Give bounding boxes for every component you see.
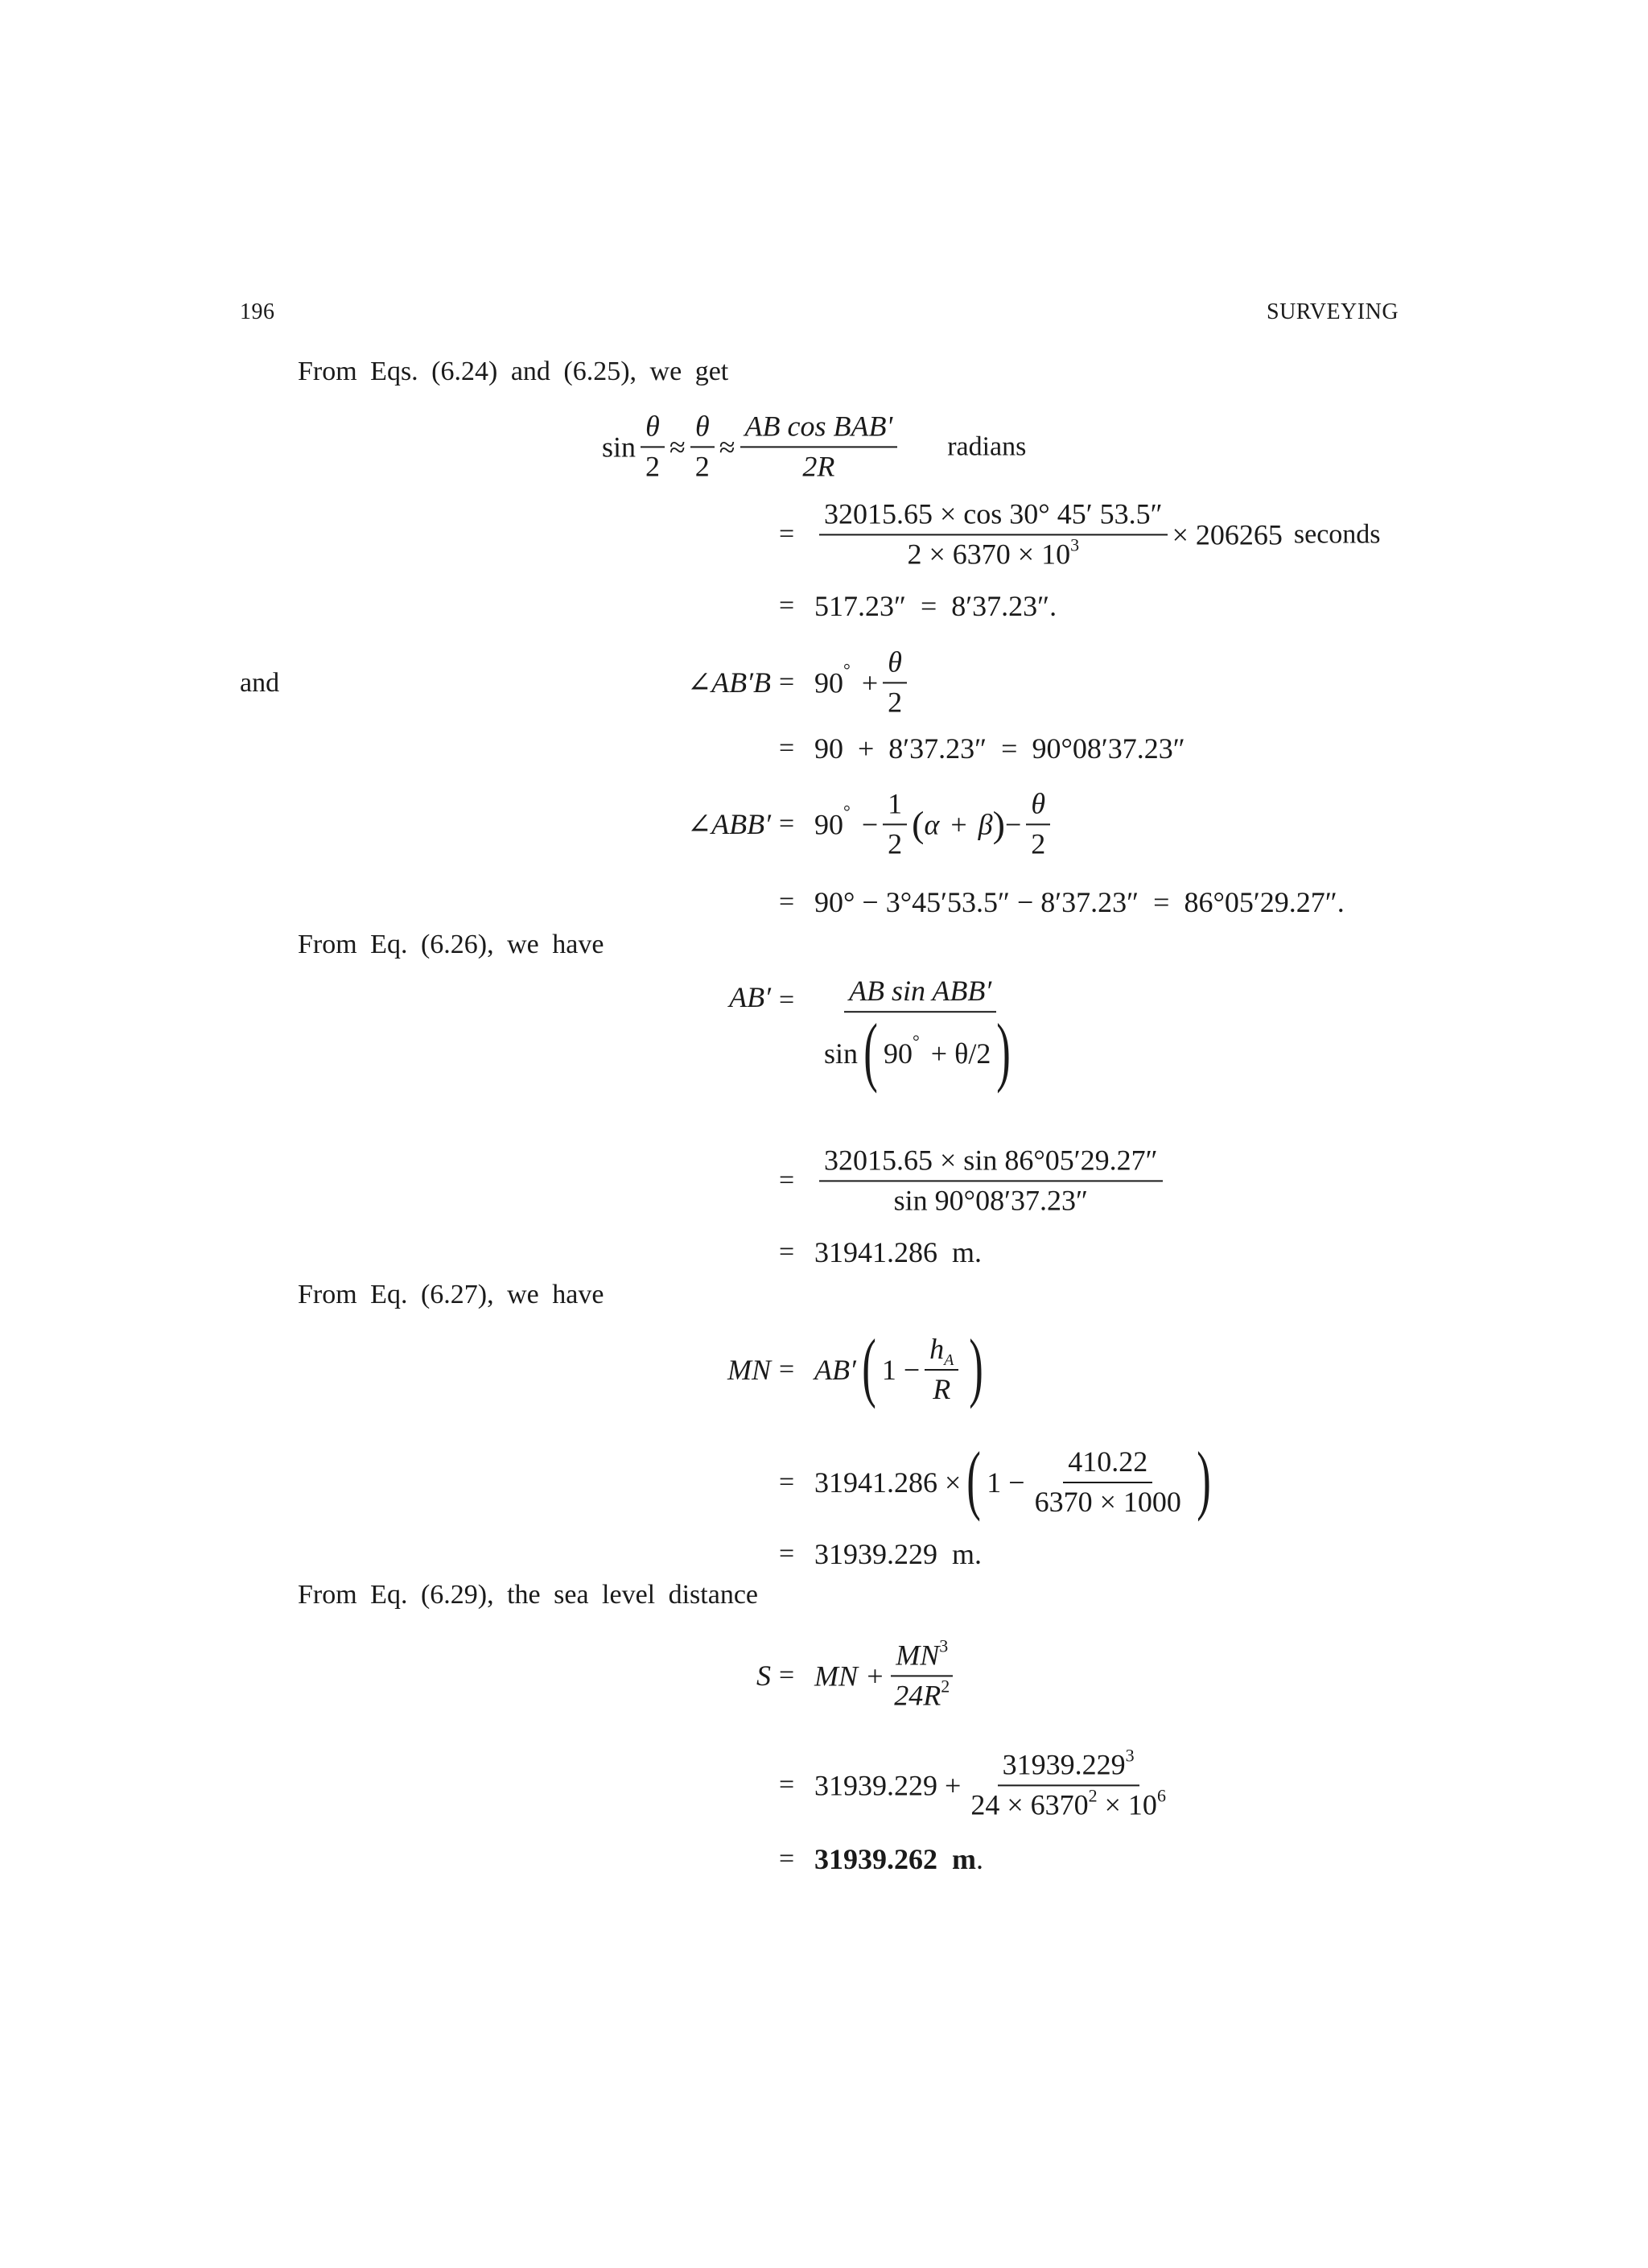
and-label: and: [240, 668, 280, 698]
running-title: SURVEYING: [1267, 299, 1399, 324]
final-result-value: 31939.262 m: [814, 1843, 976, 1875]
page: 196 SURVEYING From Eqs. (6.24) and (6.25), we get sin $\frac{\theta}{2}$ ≈ $\frac{\theta}{2}$ ≈ $\frac{\text{AB cos BAB'}}{2R}$ radians = $\frac{32015.65 \times \cos 30^\circ 45' 53.5''}{2 \times 6370 \times 10^3}$ × 206265 seconds = 517.23″ = 8′37.23″. and ∠AB′B = 90 ° + $\frac{\theta}{2}$ = 90 + 8′37.23″ = 90°08′37.23″ ∠ABB′ = 90 ° − $\frac{1}{2}$ ( α + β ) − $\frac{\theta}{2}$ = 90° − 3°45′53.5″ − 8′37.23″ = 86°05′29.27″. From Eq. (6.26), we have AB′ = AB sin ABB′ sin ( 90 ° + θ/2 ) = $\frac{32015.65 \times \sin 86^\circ 05'29.27''}{\sin 90^\circ 08'37.23''}$ = 31941.286 m. From Eq. (6.27), we have MN = AB′ ( 1 − $\frac{h_A}{R}$ ) = 31941.286 × ( 1 − $\frac{410.22}{6370 \times 1000}$ ) = 31939.229 m. From Eq. (6.29), the sea level distance S = MN + $\frac{MN^3}{24R^2}$ = 31939.229 + $\frac{31939.229^3}{24 \times 6370^2 \times 10^6}$ = 31939.262 m .: [240, 299, 1399, 1875]
page-number: 196: [240, 299, 275, 324]
paragraph-eqs-624-625: From Eqs. (6.24) and (6.25), we get: [298, 357, 729, 386]
paragraph-eq-626: From Eq. (6.26), we have: [298, 930, 604, 959]
paragraph-eq-629: From Eq. (6.29), the sea level distance: [298, 1580, 759, 1610]
paragraph-eq-627: From Eq. (6.27), we have: [298, 1280, 604, 1309]
